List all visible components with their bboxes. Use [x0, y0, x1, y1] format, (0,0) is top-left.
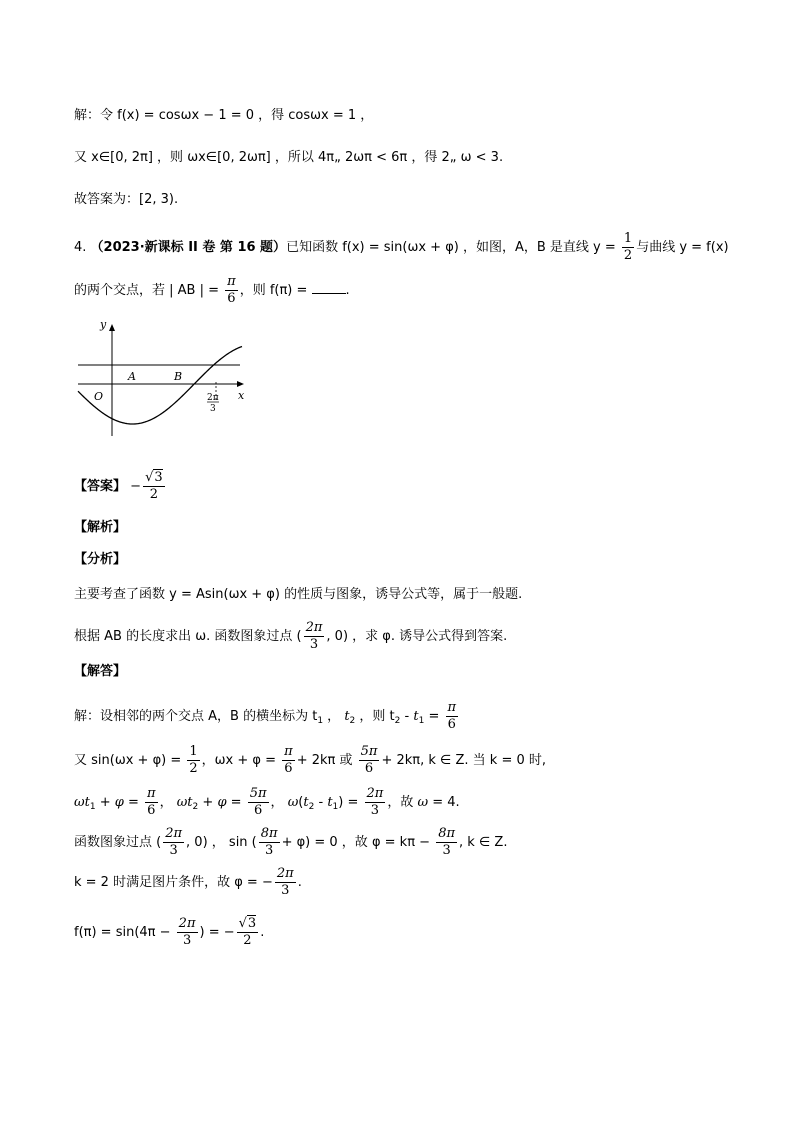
label-x: x	[238, 389, 245, 402]
fraction-pi-over-6: $\frac{\pi}{6}$	[227, 274, 236, 306]
x-axis-arrow	[237, 381, 244, 387]
answer-blank	[312, 281, 346, 294]
y-axis-arrow	[109, 324, 115, 331]
analysis-text: 根据 AB 的长度求出 ω. 函数图象过点 (	[74, 629, 302, 644]
question-number: 4.	[74, 240, 87, 255]
sine-curve	[78, 346, 242, 424]
solution-step-3: $\omega t_1 + \varphi$ = $\frac{\pi}{6}$ ， $\omega t_2 + \varphi$ = $\frac{5\pi}{6}$ ， $\omega(t_2 - t_1)$ = $\frac{2\pi}{3}$ ，故 ω = 4.	[74, 786, 460, 818]
tick-label-den: 3	[210, 404, 216, 414]
question-text: ，则 f(π) =	[239, 283, 308, 298]
step-text: 解：设相邻的两个交点 A，B 的横坐标为 t	[74, 709, 318, 724]
question-4-line-1	[74, 231, 729, 264]
step-text: ) = −	[199, 925, 235, 940]
solution-line-3: 故答案为：[2, 3).	[74, 192, 179, 207]
solution-line-1: 解：令 f(x) = cosωx − 1 = 0 ，得 cosωx = 1 ，	[74, 108, 374, 123]
solution-step-6: f(π) = sin(4π − $\frac{2\pi}{3}$ ) = − $\frac{√3}{2}$ .	[74, 916, 265, 948]
solution-line-2: 又 x∈[0, 2π] ，则 ωx∈[0, 2ωπ] ，所以 4π„ 2ωπ < 6π ，得 2„ ω < 3.	[74, 150, 504, 165]
step-text: + φ) = 0 ，故 φ = kπ −	[281, 835, 431, 850]
sine-graph-figure	[70, 314, 254, 440]
fraction-one-half: $\frac{1}{2}$	[623, 231, 633, 263]
heading-fenxi: 【分析】	[74, 552, 127, 567]
step-text: , 0) ， sin (	[186, 835, 257, 850]
tick-label-num: 2π	[207, 393, 219, 403]
question-4-line-2: 的两个交点，若 | AB | = $\frac{\pi}{6}$ ，则 f(π) = .	[74, 274, 350, 306]
heading-jiexi: 【解析】	[74, 520, 127, 535]
label-point-A: A	[128, 370, 136, 383]
step-text: f(π) = sin(4π −	[74, 925, 171, 940]
answer-label: 【答案】	[74, 479, 127, 494]
solution-step-2: 又 sin(ωx + φ) = $\frac{1}{2}$ ，ωx + φ = $\frac{\pi}{6}$ + 2kπ 或 $\frac{5\pi}{6}$ + 2kπ, k ∈ Z. 当 k = 0 时,	[74, 744, 547, 776]
label-point-B: B	[174, 370, 183, 383]
question-text: 与曲线 y = f(x)	[636, 240, 729, 255]
step-text: k = 2 时满足图片条件，故 φ = −	[74, 875, 273, 890]
step-text: + 2kπ, k ∈ Z. 当 k = 0 时,	[381, 753, 547, 768]
solution-step-5: k = 2 时满足图片条件，故 φ = − $\frac{2\pi}{3}$ .	[74, 866, 302, 898]
analysis-line-2: 根据 AB 的长度求出 ω. 函数图象过点 ( $\frac{2\pi}{3}$ , 0) ，求 φ. 诱导公式得到答案.	[74, 620, 508, 652]
heading-jieda: 【解答】	[74, 664, 127, 679]
label-y: y	[100, 318, 107, 331]
question-text: 的两个交点，若 | AB | =	[74, 283, 219, 298]
step-text: + 2kπ 或	[296, 753, 353, 768]
step-text: ，ωx + φ =	[201, 753, 277, 768]
answer-value: $\frac{√3}{2}$	[145, 470, 163, 502]
step-text: ，则 t	[359, 709, 395, 724]
step-text: , k ∈ Z.	[459, 835, 508, 850]
answer-line: 【答案】 − $\frac{√3}{2}$	[74, 470, 163, 502]
step-text: 又 sin(ωx + φ) =	[74, 753, 182, 768]
analysis-text: , 0) ，求 φ. 诱导公式得到答案.	[326, 629, 508, 644]
label-origin: O	[94, 390, 104, 403]
solution-step-4: 函数图象过点 ( $\frac{2\pi}{3}$ , 0) ， sin ( $\frac{8\pi}{3}$ + φ) = 0 ，故 φ = kπ − $\frac{8\pi}{3}$ , k ∈ Z.	[74, 826, 508, 858]
solution-step-1: 解：设相邻的两个交点 A，B 的横坐标为 $t_1$ ， $t_2$ ，则 $t_2 - t_1$ = $\frac{\pi}{6}$	[74, 700, 457, 732]
step-text: 函数图象过点 (	[74, 835, 162, 850]
analysis-line-1: 主要考查了函数 y = Asin(ωx + φ) 的性质与图象，诱导公式等，属于一般题.	[74, 587, 523, 602]
question-text: 已知函数 f(x) = sin(ωx + φ) ，如图，A，B 是直线 y =	[286, 240, 616, 255]
question-source: （2023·新课标 II 卷 第 16 题）	[90, 240, 287, 255]
